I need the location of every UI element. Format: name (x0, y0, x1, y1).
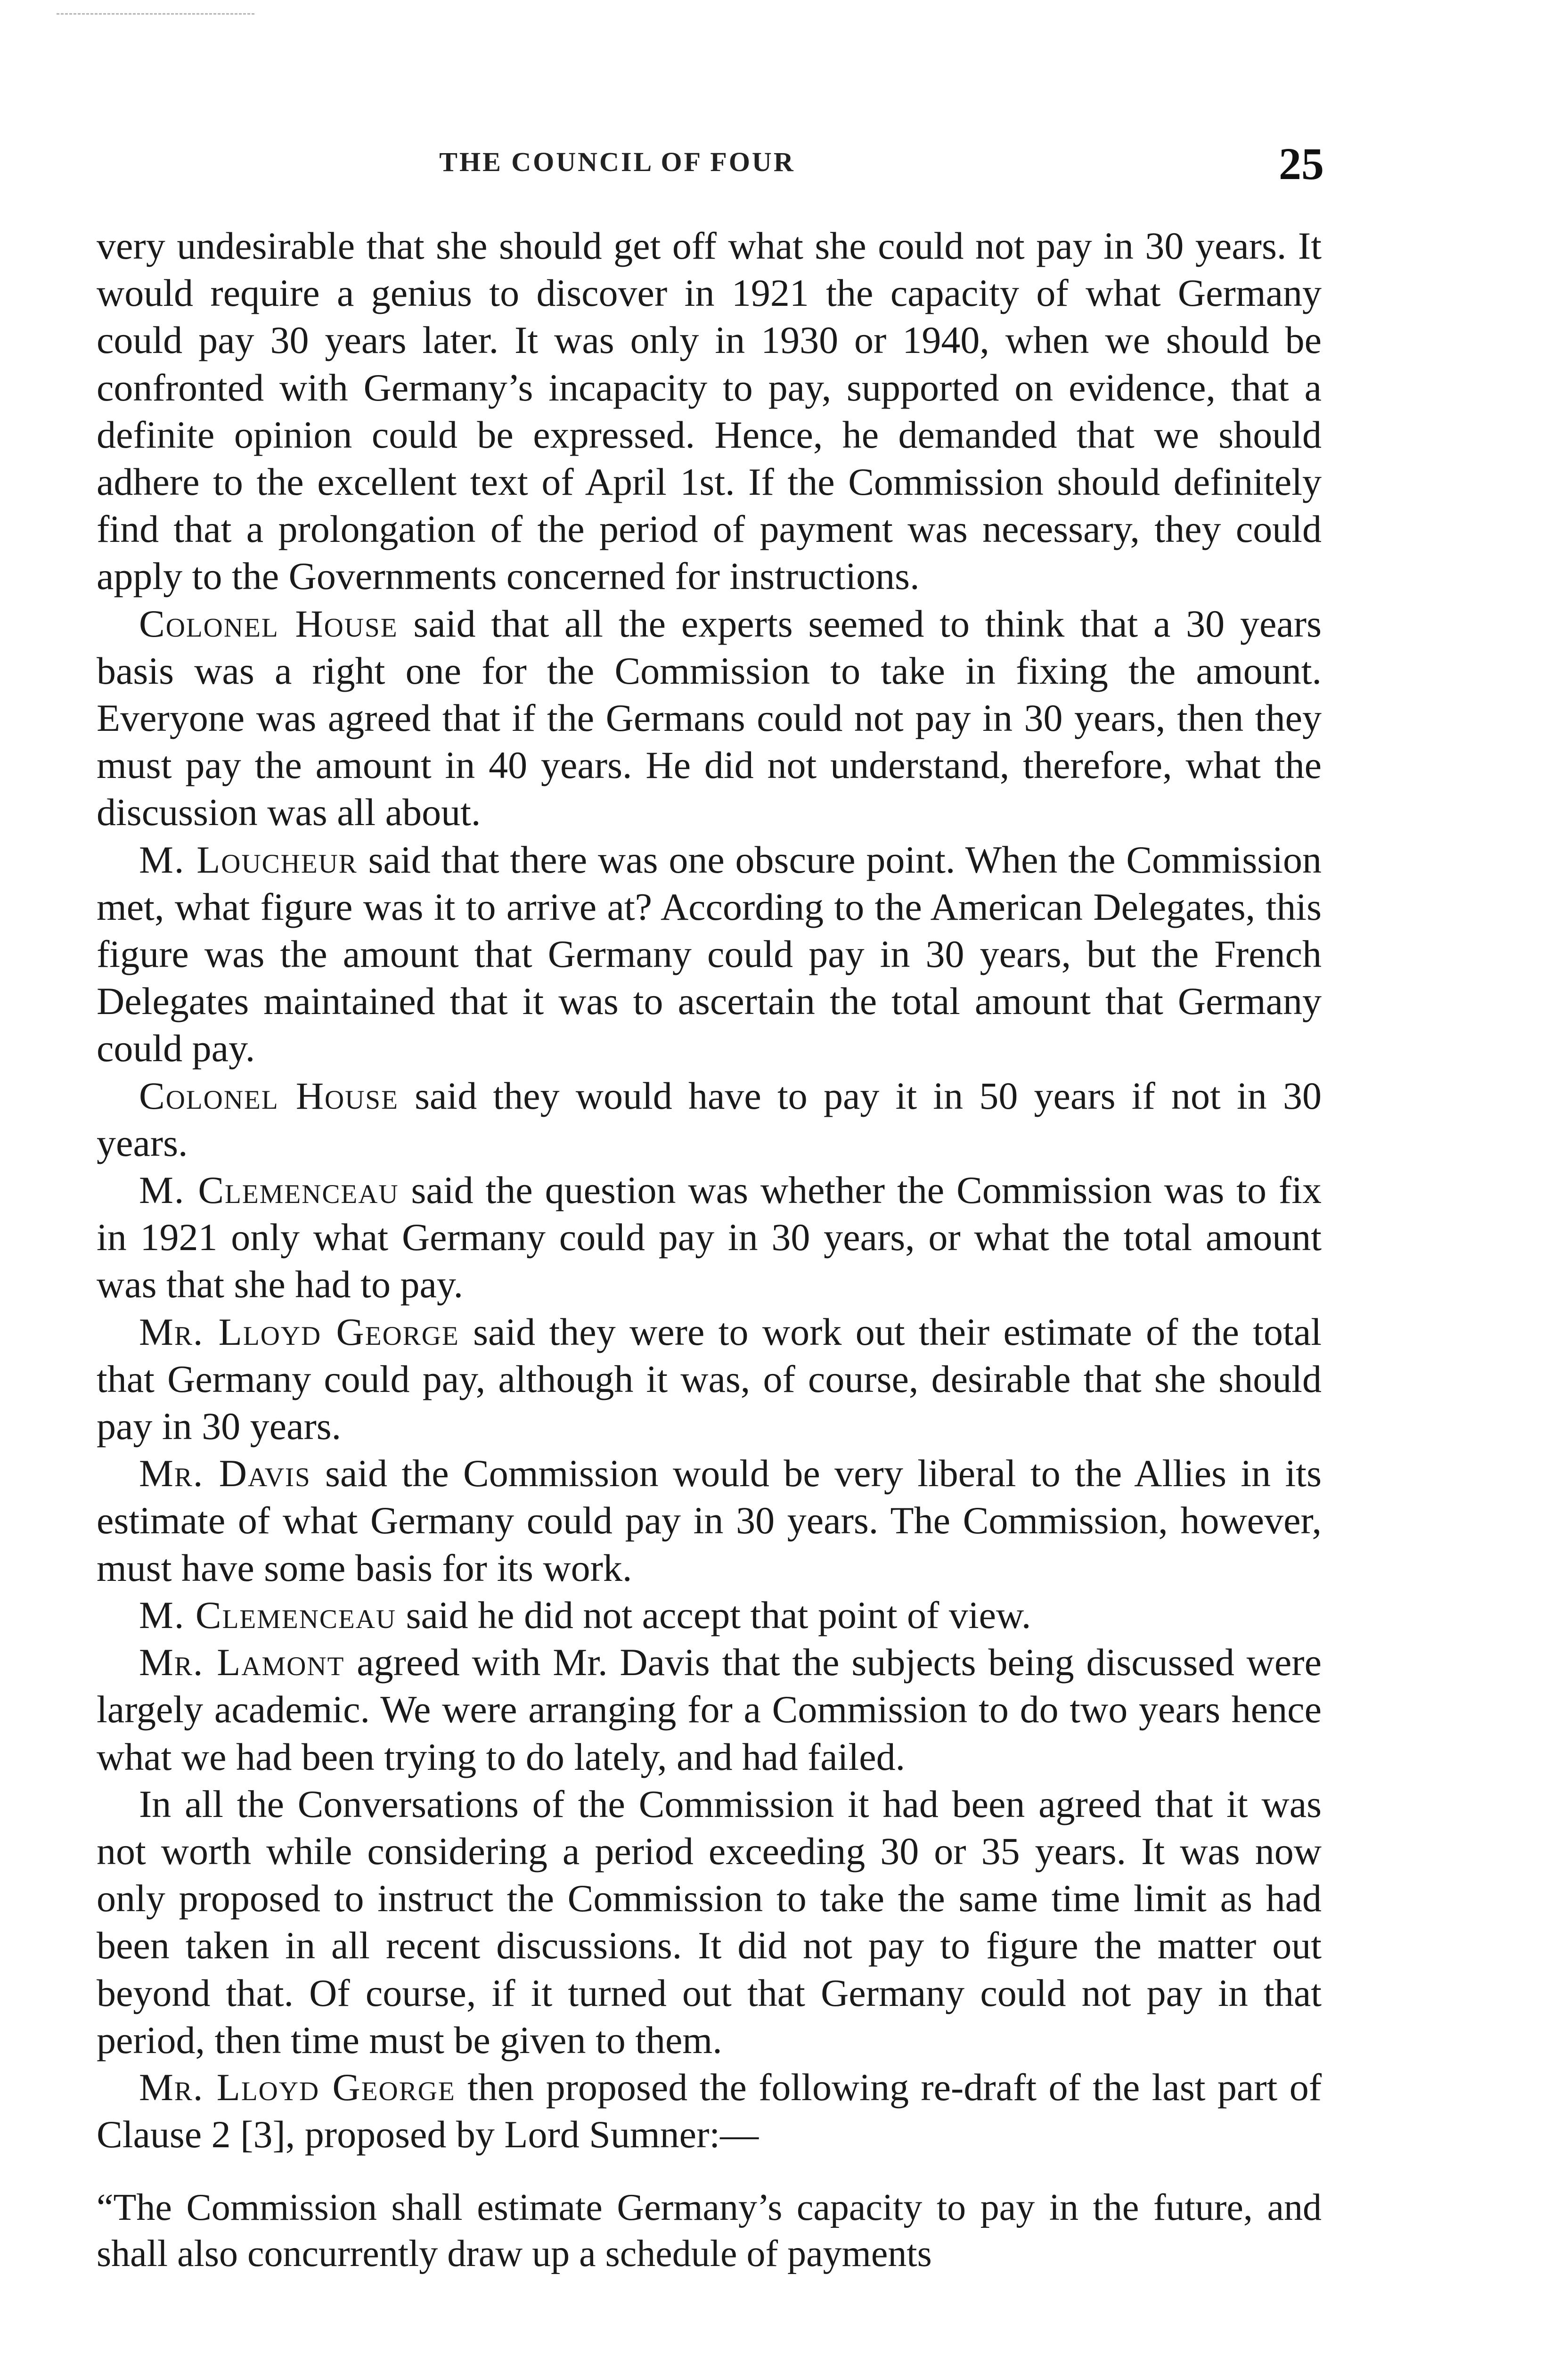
paragraph-davis (97, 1450, 1322, 1592)
speaker-name: M. Clemenceau (139, 1169, 399, 1212)
paragraph-lamont (97, 1639, 1322, 1781)
paragraph-text: said that all the experts seemed to think that a 30 years basis was a right one for the Commission to take in fixing the amount. Everyone was agreed that if the Germans could not pay in 30 years, then they must pay the amount in 40 years. He did not understand, therefore, what the discussion was all about. (97, 602, 1322, 834)
paragraph-house-1 (97, 600, 1322, 836)
paragraph-clemenceau-1 (97, 1167, 1322, 1309)
paragraph-text: said the Commission would be very liberal to the Allies in its estimate of what Germany could pay in 30 years. The Commission, however, must have some basis for its work. (97, 1452, 1322, 1589)
paragraph-clemenceau-2 (97, 1592, 1322, 1639)
speaker-name: Colonel House (139, 602, 398, 645)
paragraph-text: said the question was whether the Commission was to fix in 1921 only what Germany could pay in 30 years, or what the total amount was that she had to pay. (97, 1169, 1322, 1306)
scan-artifact-line (57, 13, 254, 15)
body-text (97, 222, 1322, 2277)
paragraph-text: then proposed the following re-draft of the last part of Clause 2 [3], proposed by Lord Sumner:— (97, 2065, 1322, 2156)
speaker-name: Mr. Davis (139, 1452, 311, 1495)
paragraph-lloyd-george-1 (97, 1309, 1322, 1450)
page-number: 25 (1279, 139, 1324, 189)
paragraph-loucheur (97, 836, 1322, 1072)
paragraph-conversations (97, 1781, 1322, 2064)
block-quote (97, 2184, 1322, 2277)
speaker-name: M. Clemenceau (139, 1593, 397, 1636)
quote-text: “The Commission shall estimate Germany’s capacity to pay in the future, and shall also concurrently draw up a schedule of payments (97, 2187, 1322, 2275)
paragraph-text: said he did not accept that point of view. (396, 1593, 1031, 1636)
speaker-name: Mr. Lamont (139, 1641, 345, 1684)
paragraph-text: agreed with Mr. Davis that the subjects being discussed were largely academic. We were arranging for a Commission to do two years hence what we had been trying to do lately, and had failed. (97, 1641, 1322, 1778)
speaker-name: Mr. Lloyd George (139, 2065, 456, 2109)
running-header (99, 141, 1324, 198)
speaker-name: Colonel House (139, 1074, 399, 1117)
paragraph-text: said they would have to pay it in 50 years if not in 30 years. (97, 1074, 1322, 1164)
paragraph-text: In all the Conversations of the Commission it had been agreed that it was not worth while considering a period exceeding 30 or 35 years. It was now only proposed to instruct the Commission to take the same time limit as had been taken in all recent discussions. It did not pay to figure the matter out beyond that. Of course, if it turned out that Germany could not pay in that period, then time must be given to them. (97, 1782, 1322, 2062)
paragraph-lloyd-george-2 (97, 2064, 1322, 2158)
running-title: THE COUNCIL OF FOUR (439, 147, 795, 177)
paragraph-text: very undesirable that she should get off what she could not pay in 30 years. It would require a genius to discover in 1921 the capacity of what Germany could pay 30 years later. It was only in 1930 or 1940, when we should be confronted with Germany’s incapacity to pay, supported on evidence, that a definite opinion could be expressed. Hence, he demanded that we should adhere to the excellent text of April 1st. If the Commission should definitely find that a prolongation of the period of payment was necessary, they could apply to the Governments concerned for instructions. (97, 224, 1322, 598)
paragraph-text: said that there was one obscure point. When the Commission met, what figure was it to arrive at? According to the American Delegates, this figure was the amount that Germany could pay in 30 years, but the French Delegates maintained that it was to ascertain the total amount that Germany could pay. (97, 838, 1322, 1070)
paragraph-continuation (97, 222, 1322, 600)
speaker-name: M. Loucheur (139, 838, 358, 881)
paragraph-house-2 (97, 1072, 1322, 1167)
paragraph-text: said they were to work out their estimate of the total that Germany could pay, although it was, of course, desirable that she should pay in 30 years. (97, 1310, 1322, 1448)
speaker-name: Mr. Lloyd George (139, 1310, 459, 1353)
